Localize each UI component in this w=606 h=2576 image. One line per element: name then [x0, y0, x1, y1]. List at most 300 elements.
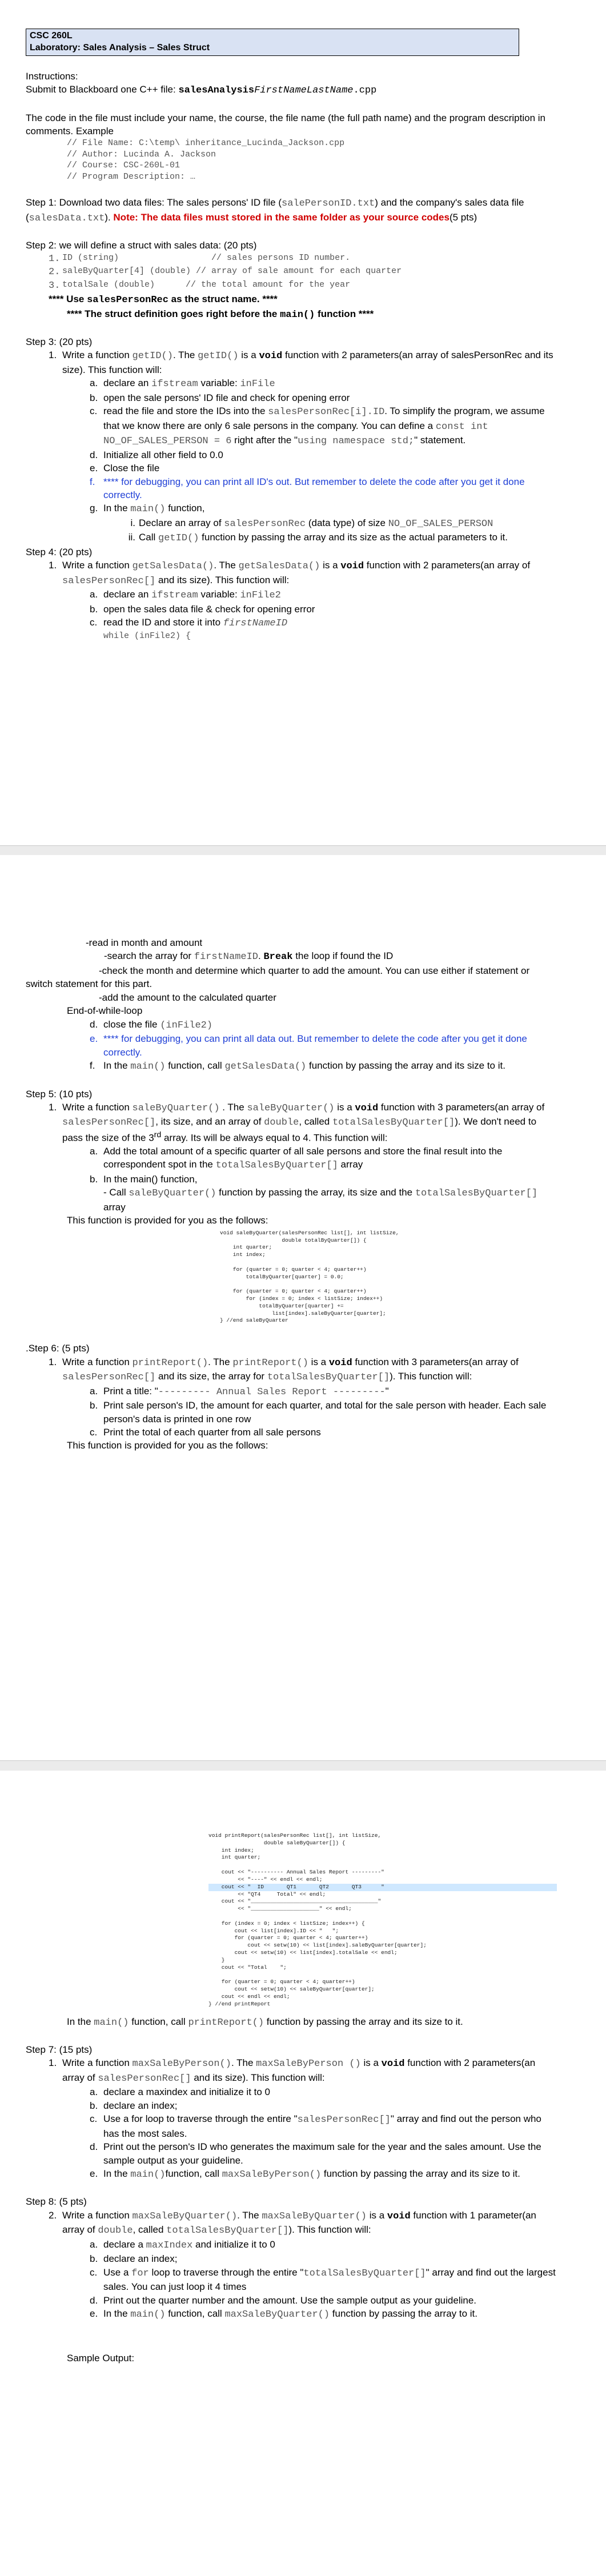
step6-sublist [90, 1385, 557, 1439]
t [103, 1385, 389, 1399]
l: c. [90, 2113, 98, 2125]
t: **** Use [49, 294, 87, 305]
t: Write a function [62, 1101, 133, 1113]
t: Close the file [103, 463, 160, 474]
t [62, 1101, 557, 1145]
t: (data type) of size [306, 517, 388, 528]
code: getID() [198, 351, 239, 362]
code-line: void printReport(salesPersonRec list[], int listSize, [208, 1832, 382, 1839]
code: getID() [158, 533, 199, 544]
code-line: for (quarter = 0; quarter < 4; quarter++) [220, 1266, 367, 1273]
b-call [103, 1186, 557, 1214]
t: -search the array for [104, 950, 194, 962]
l: a. [90, 2087, 98, 2098]
t [103, 2307, 477, 2321]
struct-member [49, 279, 557, 292]
step2-title: Step 2: we will define a struct with sales data: (20 pts) [26, 240, 257, 251]
t [62, 2209, 557, 2238]
t [103, 2167, 520, 2181]
code-line: list[index].saleByQuarter[quarter]; [220, 1310, 386, 1317]
list-item [90, 2294, 557, 2307]
t: is a [308, 1356, 329, 1367]
code: salesPersonRec[] [98, 2073, 191, 2084]
submit-prefix: Submit to Blackboard one C++ file: [26, 84, 179, 95]
code: for [131, 2268, 149, 2279]
list-item [90, 2140, 557, 2167]
code: ID (string) // sales persons ID number. [62, 252, 351, 263]
list-item [90, 391, 557, 404]
code: void [355, 1102, 379, 1114]
code-line: double saleByQuarter[]) { [208, 1839, 346, 1846]
page-1 [0, 0, 606, 845]
l: c. [90, 406, 98, 417]
l: b. [90, 392, 98, 403]
t: Write a function [62, 2057, 133, 2069]
t: Write a function [62, 1356, 133, 1367]
search-line [104, 949, 557, 964]
code-line: cout << list[index].ID << " "; [208, 1927, 339, 1934]
l: c. [90, 617, 98, 628]
t: loop to traverse through the entire " [149, 2266, 304, 2278]
code: maxSaleByPerson() [222, 2169, 322, 2181]
code-line: } //end saleByQuarter [220, 1317, 288, 1324]
code: inFile2 [240, 590, 281, 601]
code: Break [263, 952, 293, 963]
t [103, 588, 281, 602]
t: Call [139, 532, 159, 543]
code: inFile [240, 379, 275, 390]
t: Print out the quarter number and the amount. Use the sample output as your guideline. [103, 2294, 477, 2306]
code: ifstream [151, 590, 198, 601]
list-item [90, 2085, 557, 2098]
l: a. [90, 589, 98, 600]
t: , called [299, 1116, 332, 1127]
code: totalSalesByQuarter[] [332, 1117, 455, 1129]
t: declare an index; [103, 2253, 178, 2265]
t [103, 616, 287, 630]
code: main() [130, 2169, 166, 2181]
t [62, 2056, 557, 2085]
l: d. [90, 1018, 98, 1030]
page-2-content [26, 936, 557, 1452]
list-item [90, 616, 557, 630]
list-item [90, 1059, 557, 1073]
l: b. [90, 1400, 98, 1411]
t: function, call [165, 2168, 222, 2180]
l: a. [90, 1146, 98, 1157]
t: function with 1 parameter(an array of [62, 2209, 536, 2236]
step4-item-1 [49, 559, 557, 588]
list-item [90, 376, 557, 391]
lab-title: Laboratory: Sales Analysis – Sales Struct [30, 42, 210, 53]
code: totalSalesByQuarter[] [166, 2225, 289, 2237]
page-break [0, 1760, 606, 1771]
list-item [90, 475, 557, 502]
t: . The [172, 350, 198, 361]
l: d. [90, 449, 98, 460]
l: c. [90, 2266, 98, 2278]
t: , called [133, 2224, 167, 2236]
t: . The [219, 1101, 247, 1113]
l: e. [90, 463, 98, 474]
code-line: } [208, 1956, 225, 1963]
provided-note: This function is provided for you as the follows: [67, 1215, 268, 1226]
t: " statement. [414, 435, 466, 446]
t: and its size). This function will: [155, 574, 290, 585]
t: array [338, 1159, 363, 1170]
t: array [103, 1201, 126, 1213]
list-item [90, 462, 557, 475]
comment-line: // Author: Lucinda A. Jackson [67, 149, 216, 159]
code-line: cout << "_______________________________________" [208, 1898, 382, 1905]
t: - Call [103, 1187, 129, 1198]
page-2 [0, 855, 606, 1760]
t: variable: [198, 378, 240, 389]
step4-title: Step 4: (20 pts) [26, 546, 93, 557]
code: printReport() [188, 2017, 264, 2028]
code-line: int quarter; [208, 1854, 261, 1861]
t: function with 2 parameters(an array of salesPersonRec and its size). This function will: [62, 350, 553, 375]
code: using namespace std; [298, 436, 415, 447]
t [103, 404, 557, 448]
l: e. [90, 2308, 98, 2320]
t: declare a maxindex and initialize it to 0 [103, 2087, 270, 2098]
t: is a [366, 2209, 387, 2221]
t: is a [320, 560, 341, 571]
step5-item-1 [49, 1101, 557, 1145]
t: In the main() function, [103, 1173, 198, 1185]
n: 1. [49, 253, 61, 264]
t: ). This function will: [390, 1371, 472, 1382]
code: main() [280, 309, 315, 320]
read-month: -read in month and amount [86, 937, 203, 948]
t: open the sales data file & check for opening error [103, 603, 315, 615]
step6-call [67, 2015, 557, 2029]
step8-item-2 [49, 2209, 557, 2238]
t: rd [154, 1130, 162, 1139]
l: i. [130, 517, 135, 528]
code-line: for (index = 0; index < listSize; index++) { [208, 1920, 365, 1927]
t: function, call [165, 2308, 225, 2320]
t: ). We don't need to pass the size of the 3 [62, 1116, 537, 1143]
end-loop: End-of-while-loop [67, 1005, 143, 1017]
code-line: totalByQuarter[quarter] += [220, 1302, 344, 1309]
file-name-italic: FirstNameLastName [254, 85, 354, 97]
code: maxSaleByQuarter() [224, 2309, 330, 2321]
list-item [90, 448, 557, 462]
t: function with 3 parameters(an array of [352, 1356, 519, 1367]
t: function, call [129, 2016, 188, 2027]
t: Print out the person's ID who generates the maximum sale for the year and the sales amount. Use the sample output as your guideline. [103, 2141, 541, 2166]
code-line: for (quarter = 0; quarter < 4; quarter++) [220, 1288, 367, 1295]
code-line: int quarter; [220, 1244, 272, 1251]
t: function with 2 parameters(an array of [62, 2057, 536, 2083]
code-snippet-2 [208, 1832, 557, 2008]
file-ext: .cpp [353, 85, 377, 97]
comment-line: // Program Description: … [67, 171, 196, 182]
list-item [119, 531, 557, 545]
t [103, 2238, 275, 2252]
l: e. [90, 1033, 98, 1045]
code: salesPersonRec[] [62, 1117, 156, 1129]
l: b. [90, 2100, 98, 2111]
list-item [90, 2167, 557, 2181]
code-line: << "----" << endl << endl; [208, 1876, 323, 1883]
code-line: int index; [220, 1251, 266, 1258]
l: d. [90, 2141, 98, 2153]
l: ii. [128, 532, 135, 543]
n: 1. [49, 350, 57, 361]
file-name-bold: salesAnalysis [178, 85, 255, 97]
t: ). This function will: [288, 2224, 371, 2236]
code: salesPersonRec[] [62, 1372, 156, 1383]
t: declare a [103, 2238, 146, 2250]
struct-members [49, 252, 557, 292]
step3-sublist [90, 376, 557, 545]
code: firstNameID [223, 618, 288, 629]
t: open the sale persons' ID file and check for opening error [103, 392, 350, 403]
t: close the file [103, 1018, 160, 1030]
t [139, 516, 493, 531]
t: function **** [315, 308, 374, 319]
struct-member [49, 252, 557, 266]
code: totalSalesByQuarter[] [415, 1188, 538, 1199]
n: 1. [49, 2057, 57, 2069]
t: declare an [103, 589, 152, 600]
code-line [220, 1259, 557, 1266]
list-item [90, 1399, 557, 1426]
t: function with 3 parameters(an array of [378, 1101, 545, 1113]
list-item [90, 1018, 557, 1032]
t: In the [103, 503, 131, 514]
t: . The [237, 2209, 262, 2221]
code-line: cout << setw(10) << saleByQuarter[quarter]; [208, 1986, 375, 1993]
code: main() [130, 504, 166, 515]
t: read the file and store the IDs into the [103, 406, 268, 417]
code-line: for (index = 0; index < listSize; index++) [220, 1295, 383, 1302]
t [103, 1059, 505, 1073]
t: right after the " [231, 435, 298, 446]
step5-title: Step 5: (10 pts) [26, 1088, 93, 1100]
code-line [220, 1281, 557, 1288]
code: saleByQuarter() [129, 1188, 216, 1199]
step8-sublist [90, 2238, 557, 2322]
n: 1. [49, 560, 57, 571]
t: and its size). This function will: [191, 2072, 325, 2083]
code: maxSaleByQuarter() [132, 2210, 238, 2222]
comment-example [67, 138, 557, 182]
list-item [90, 1385, 557, 1399]
t [103, 376, 275, 391]
l: g. [90, 503, 98, 514]
t: variable: [198, 589, 240, 600]
code-line: cout << setw(10) << list[index].totalSale << endl; [208, 1949, 398, 1956]
code: const int NO_OF_SALES_PERSON = 6 [103, 421, 488, 447]
code-intro: The code in the file must include your name, the course, the file name (the full path name) and the program description in comments. Example [26, 112, 545, 137]
t: ) and the company's sales data file ( [26, 197, 524, 223]
step1-text [26, 196, 557, 225]
t: . [258, 950, 264, 962]
code: NO_OF_SALES_PERSON [388, 518, 493, 529]
code: maxSaleByPerson () [256, 2059, 361, 2070]
comment-line: // Course: CSC-260L-01 [67, 161, 180, 171]
code-line: int index; [208, 1847, 254, 1853]
submit-line [26, 83, 557, 97]
t: function by passing the array, its size and the [216, 1187, 415, 1198]
t: Step 1: Download two data files: The sales persons' ID file ( [26, 197, 282, 208]
t: Write a function [62, 2209, 133, 2221]
code: printReport() [132, 1357, 208, 1369]
t [139, 531, 508, 545]
code-line: for (quarter = 0; quarter < 4; quarter++) [208, 1979, 355, 1985]
step6-item-1 [49, 1355, 557, 1385]
code: ifstream [151, 379, 198, 390]
n: 1. [49, 1356, 57, 1367]
list-item [90, 2099, 557, 2112]
t: In the [67, 2016, 94, 2027]
code-line [208, 1971, 557, 1979]
t [62, 559, 557, 588]
t: is a [238, 350, 259, 361]
code-line: for (quarter = 0; quarter < 4; quarter++) [208, 1935, 368, 1941]
struct-note-2 [67, 307, 557, 322]
code-line: } //end printReport [208, 2000, 271, 2007]
t: Write a function [62, 560, 133, 571]
t: array. Its will be always equal to 4. This function will: [161, 1132, 388, 1143]
t: ). [105, 211, 114, 223]
step6-title: .Step 6: (5 pts) [26, 1343, 90, 1354]
code: salesPersonRec[i].ID [268, 407, 385, 418]
page-3-content [26, 1832, 557, 2365]
t: Use a for loop to traverse through the entire " [103, 2113, 298, 2125]
step4-sublist-cont [90, 1018, 557, 1074]
t: and its size, the array for [155, 1371, 267, 1382]
t: Declare an array of [139, 517, 224, 528]
l: a. [90, 2238, 98, 2250]
code: salesPersonRec[] [297, 2114, 391, 2126]
code-line: cout << "Total "; [208, 1964, 287, 1971]
step1-note: Note: The data files must stored in the same folder as your source codes [113, 211, 450, 223]
t: the loop if found the ID [292, 950, 394, 962]
t: function by passing the array and its size to it. [264, 2016, 463, 2027]
code-line: void saleByQuarter(salesPersonRec list[], int listSize, [220, 1229, 399, 1236]
code: main() [94, 2017, 129, 2028]
code: void [328, 1357, 352, 1369]
step8-title: Step 8: (5 pts) [26, 2196, 87, 2208]
n: 3. [49, 280, 61, 291]
list-item [90, 1173, 557, 1186]
add-amount: -add the amount to the calculated quarter [99, 992, 276, 1003]
code-snippet-1 [220, 1230, 557, 1325]
t: , its size, and an array of [155, 1116, 264, 1127]
code: saleByQuarter() [132, 1102, 220, 1114]
code-line: double totalByQuarter[]) { [220, 1237, 367, 1243]
debug-note: **** for debugging, you can print all data out. But remember to delete the code after you get it done correctly. [103, 1033, 527, 1058]
step5-sublist [90, 1145, 557, 1214]
list-item [119, 516, 557, 531]
code: totalSalesByQuarter[] [267, 1372, 390, 1383]
t: In the [103, 2168, 131, 2180]
code-line: cout << endl << endl; [208, 1993, 290, 2000]
t: declare an index; [103, 2100, 178, 2111]
t [62, 348, 557, 376]
code: main() [130, 1061, 166, 1073]
sample-output-label: Sample Output: [67, 2352, 135, 2364]
l: a. [90, 1385, 98, 1397]
code-line: cout << "---------- Annual Sales Report ---------" [208, 1869, 384, 1876]
t: Print sale person's ID, the amount for each quarter, and total for the sale person with header. Each sale person's data is printed in one row [103, 1400, 547, 1425]
code: saleByQuarter() [247, 1102, 335, 1114]
list-item [90, 588, 557, 602]
l: e. [90, 2168, 98, 2180]
code: firstNameID [194, 952, 258, 963]
t: **** The struct definition goes right before the [67, 308, 280, 319]
code-line: totalByQuarter[quarter] = 0.0; [220, 1273, 344, 1280]
t: " array and find out the person who has the most sales. [103, 2113, 541, 2139]
code: salesPersonRec[] [62, 575, 156, 587]
t: . The [208, 1356, 233, 1367]
check-month: -check the month and determine which quarter to add the amount. You can use either if statement or switch statement for this part. [26, 965, 530, 990]
t: read the ID and store it into [103, 617, 223, 628]
t [103, 1145, 557, 1173]
code: maxSaleByQuarter() [262, 2210, 367, 2222]
t: . The [231, 2057, 256, 2069]
roman-list [119, 516, 557, 545]
page-1-content [26, 29, 557, 641]
t: function, [165, 503, 205, 514]
l: f. [90, 476, 95, 487]
t [62, 1355, 557, 1385]
course-code: CSC 260L [30, 31, 73, 41]
t: function by passing the array and its size to it. [306, 1060, 505, 1072]
step7-title: Step 7: (15 pts) [26, 2044, 93, 2055]
code-line [208, 1913, 557, 1920]
code-line: cout << " ID QT1 QT2 QT3 " [208, 1884, 557, 1891]
code: getSalesData() [238, 561, 320, 572]
list-item [90, 1032, 557, 1059]
list-item [90, 2307, 557, 2321]
code: totalSale (double) // the total amount for the year [62, 279, 351, 290]
debug-note: **** for debugging, you can print all ID's out. But remember to delete the code after you get it done correctly. [103, 476, 525, 501]
t [103, 2112, 557, 2140]
code: (inFile2) [160, 1020, 213, 1031]
t: " array and find out the largest sales. You can just loop it 4 times [103, 2266, 556, 2293]
code-line: << "_____________________" << endl; [208, 1905, 352, 1912]
n: 1. [49, 1101, 57, 1113]
code: saleByQuarter[4] (double) // array of sale amount for each quarter [62, 266, 402, 276]
t: is a [334, 1101, 355, 1113]
t: . To simplify the program, we assume that we know there are only 6 sale persons in the company. You can define a [103, 406, 545, 431]
code: double [264, 1117, 299, 1129]
t: is a [360, 2057, 382, 2069]
step4-sublist [90, 588, 557, 641]
t: In the [103, 1060, 131, 1072]
t: as the struct name. **** [168, 294, 278, 305]
code: maxIndex [146, 2240, 193, 2251]
n: 2. [49, 267, 61, 278]
provided-note: This function is provided for you as the follows: [67, 1440, 268, 1451]
step7-item-1 [49, 2056, 557, 2085]
t: declare an [103, 378, 152, 389]
page-break [0, 845, 606, 856]
code: double [98, 2225, 133, 2237]
code: getSalesData() [132, 561, 214, 572]
code: totalSalesByQuarter[] [303, 2268, 426, 2279]
code: totalSalesByQuarter[] [215, 1160, 338, 1171]
l: b. [90, 1173, 98, 1185]
t: Use a [103, 2266, 132, 2278]
l: a. [90, 378, 98, 389]
